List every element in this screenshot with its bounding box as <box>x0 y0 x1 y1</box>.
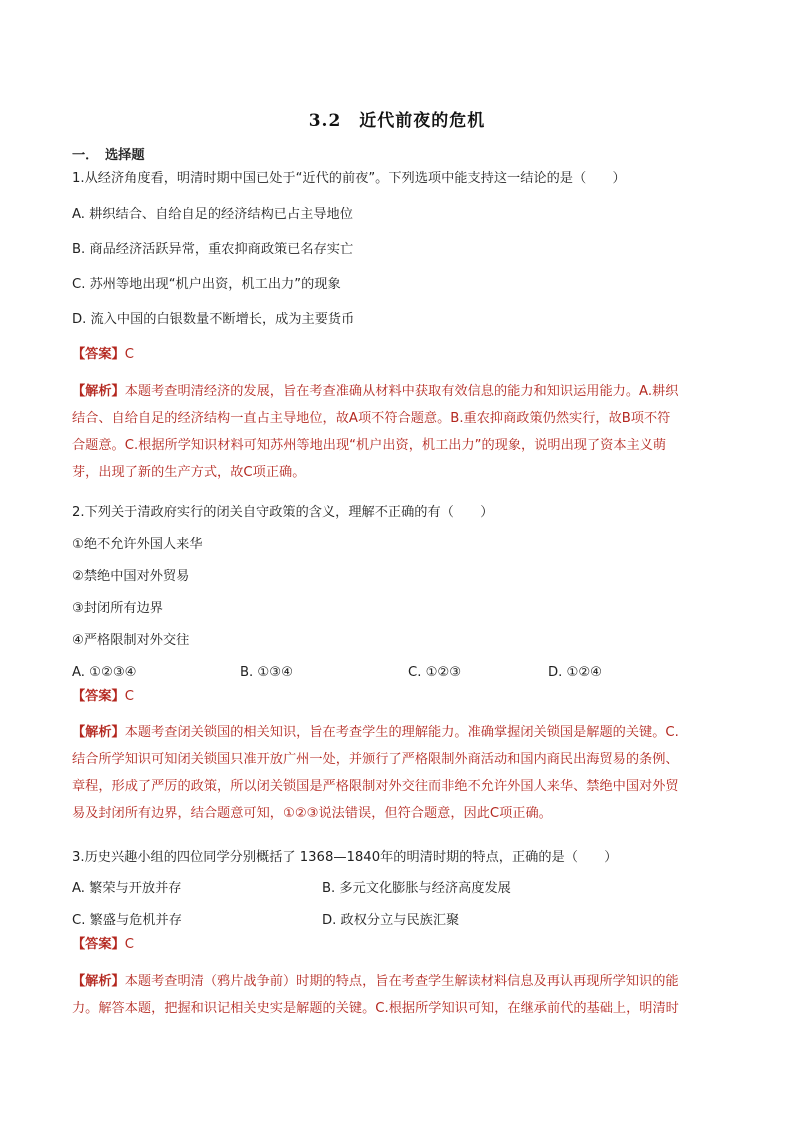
question-1-explanation-line: 合题意。C.根据所学知识材料可知苏州等地出现“机户出资，机工出力”的现象，说明出现了资本主义萌 <box>72 438 667 453</box>
section-heading: 一． 选择题 <box>72 148 145 163</box>
explanation-text: 本题考查明清经济的发展，旨在考查准确从材料中获取有效信息的能力和知识运用能力。A.耕织 <box>124 384 679 399</box>
question-1-option-c: C. 苏州等地出现“机户出资，机工出力”的现象 <box>72 277 341 292</box>
explanation-tag: 【解析】 <box>72 974 125 989</box>
question-2-stem: 2.下列关于清政府实行的闭关自守政策的含义，理解不正确的有（ ） <box>72 505 494 520</box>
explanation-tag: 【解析】 <box>72 384 125 399</box>
question-2-option-b: B. ①③④ <box>240 665 293 680</box>
answer-value: C <box>124 689 134 704</box>
question-2-item: ①绝不允许外国人来华 <box>72 537 203 552</box>
question-2-item: ③封闭所有边界 <box>72 601 163 616</box>
question-1-explanation-line <box>72 383 678 401</box>
answer-tag: 【答案】 <box>72 937 125 952</box>
question-1-stem: 1.从经济角度看，明清时期中国已处于“近代的前夜”。下列选项中能支持这一结论的是（ ） <box>72 171 626 186</box>
answer-value: C <box>124 347 134 362</box>
question-3-stem: 3.历史兴趣小组的四位同学分别概括了 1368—1840年的明清时期的特点，正确的是（ ） <box>72 850 618 865</box>
question-2-explanation-line <box>72 724 679 742</box>
question-3-option-d: D. 政权分立与民族汇聚 <box>322 913 460 928</box>
question-2-item: ④严格限制对外交往 <box>72 633 190 648</box>
explanation-tag: 【解析】 <box>72 725 125 740</box>
question-2-option-a: A. ①②③④ <box>72 665 137 680</box>
question-2-explanation-line: 章程，形成了严厉的政策，所以闭关锁国是严格限制对外交往而非绝不允许外国人来华、禁绝中国对外贸 <box>72 779 679 794</box>
question-1-option-d: D. 流入中国的白银数量不断增长，成为主要货币 <box>72 312 355 327</box>
explanation-text: 本题考查明清（鸦片战争前）时期的特点，旨在考查学生解读材料信息及再认再现所学知识的能 <box>124 974 679 989</box>
question-3-explanation-line: 力。解答本题，把握和识记相关史实是解题的关键。C.根据所学知识可知，在继承前代的基础上，明清时 <box>72 1001 679 1016</box>
answer-tag: 【答案】 <box>72 689 125 704</box>
question-1-answer <box>72 346 134 364</box>
question-2-option-d: D. ①②④ <box>548 665 603 680</box>
question-2-option-c: C. ①②③ <box>408 665 462 680</box>
question-3-option-c: C. 繁盛与危机并存 <box>72 913 182 928</box>
question-2-answer <box>72 688 134 706</box>
question-2-explanation-line: 结合所学知识可知闭关锁国只准开放广州一处，并颁行了严格限制外商活动和国内商民出海贸易的条例、 <box>72 752 679 767</box>
page-title: 3.2 近代前夜的危机 <box>308 111 486 131</box>
explanation-text: 本题考查闭关锁国的相关知识，旨在考查学生的理解能力。准确掌握闭关锁国是解题的关键。C. <box>124 725 679 740</box>
question-2-explanation-line: 易及封闭所有边界，结合题意可知，①②③说法错误，但符合题意，因此C项正确。 <box>72 806 552 821</box>
question-1-option-b: B. 商品经济活跃异常，重农抑商政策已名存实亡 <box>72 242 354 257</box>
question-3-option-a: A. 繁荣与开放并存 <box>72 881 182 896</box>
answer-tag: 【答案】 <box>72 347 125 362</box>
question-3-explanation-line <box>72 973 679 991</box>
question-3-answer <box>72 936 134 954</box>
question-1-explanation-line: 芽，出现了新的生产方式，故C项正确。 <box>72 465 306 480</box>
answer-value: C <box>124 937 134 952</box>
question-3-option-b: B. 多元文化膨胀与经济高度发展 <box>322 881 511 896</box>
question-1-option-a: A. 耕织结合、自给自足的经济结构已占主导地位 <box>72 207 353 222</box>
question-1-explanation-line: 结合、自给自足的经济结构一直占主导地位，故A项不符合题意。B.重农抑商政策仍然实行，故B项不符 <box>72 411 671 426</box>
question-2-item: ②禁绝中国对外贸易 <box>72 569 190 584</box>
